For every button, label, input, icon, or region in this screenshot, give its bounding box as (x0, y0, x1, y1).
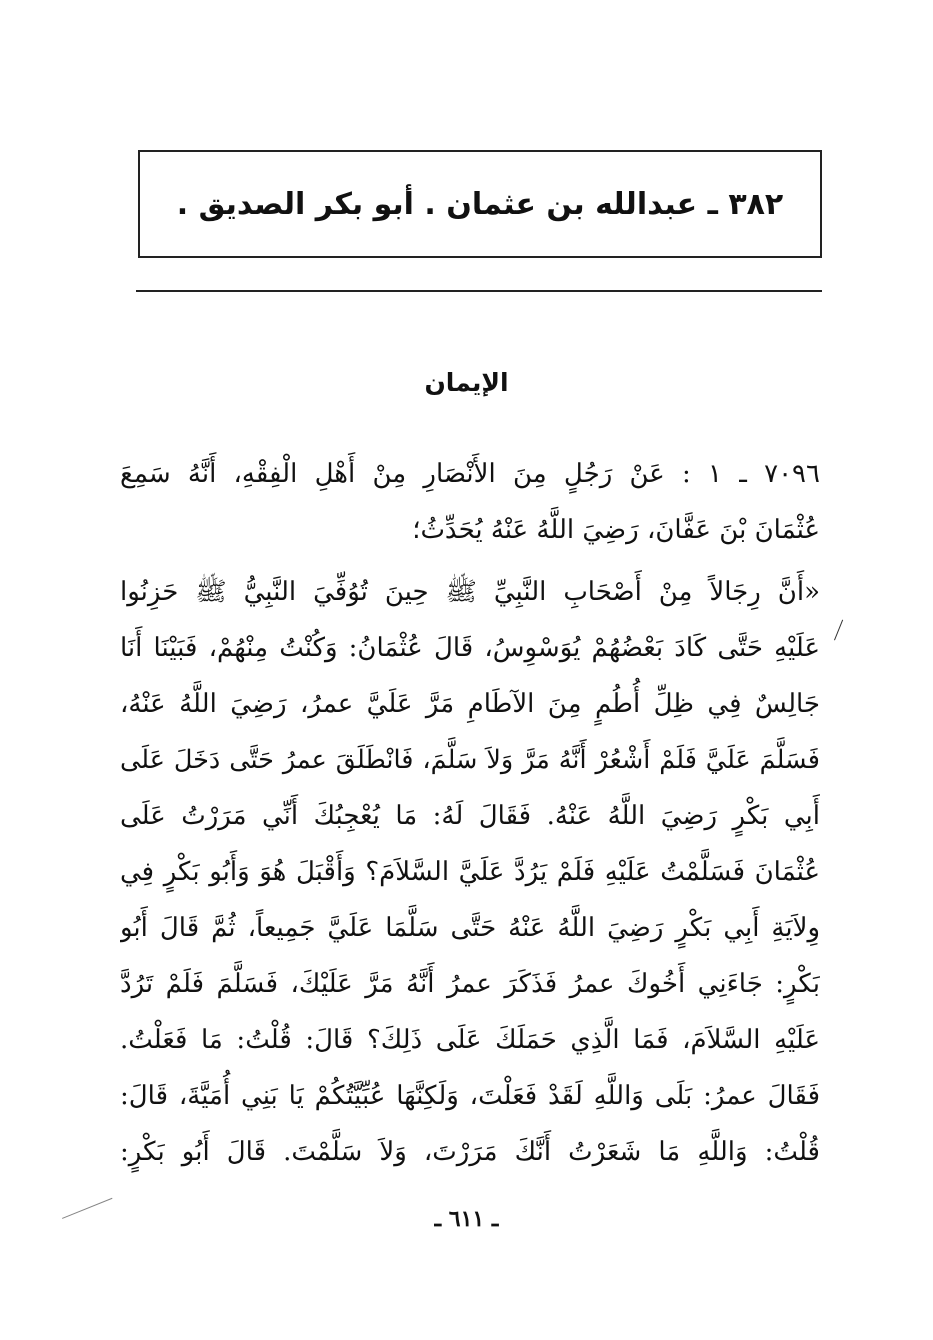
chapter-title-box (138, 150, 822, 258)
text-line: قُلْتُ: وَاللَّهِ مَا شَعَرْتُ أَنَّكَ مَرَرْتَ، وَلاَ سَلَّمْتَ. قَالَ أَبُو بَكْرٍ: (120, 1137, 820, 1167)
text-line: عُثْمَانَ فَسَلَّمْتُ عَلَيْهِ فَلَمْ يَرُدَّ عَلَيَّ السَّلاَمَ؟ وَأَقْبَلَ هُوَ وَأَبُو بَكْرٍ فِي (120, 857, 820, 887)
hadith-intro (120, 446, 820, 558)
hadith-body (120, 564, 820, 1180)
page-number: ـ ٦١١ ـ (434, 1206, 499, 1232)
text-line: أَبِي بَكْرٍ رَضِيَ اللَّهُ عَنْهُ. فَقَالَ لَهُ: مَا يُعْجِبُكَ أَنِّي مَرَرْتُ عَلَى (120, 801, 820, 831)
text-line: بَكْرٍ: جَاءَنِي أَخُوكَ عمرُ فَذَكَرَ عمرُ أَنَّهُ مَرَّ عَلَيْكَ، فَسَلَّمَ فَلَمْ تَرُدَّ (120, 969, 820, 999)
text-line: جَالِسٌ فِي ظِلِّ أُطُمٍ مِنَ الآطَامِ مَرَّ عَلَيَّ عمرُ، رَضِيَ اللَّهُ عَنْهُ، (120, 689, 820, 719)
text-line: وِلاَيَةِ أَبِي بَكْرٍ رَضِيَ اللَّهُ عَنْهُ حَتَّى سَلَّمَا عَلَيَّ جَمِيعاً، ثُمَّ قَالَ أَبُو (120, 913, 820, 943)
text-line: فَقَالَ عمرُ: بَلَى وَاللَّهِ لَقَدْ فَعَلْتَ، وَلَكِنَّهَا عُبِّيَّتُكُمْ يَا بَنِي أُمَيَّةَ، قَالَ: (120, 1081, 820, 1111)
text-line: «أَنَّ رِجَالاً مِنْ أَصْحَابِ النَّبِيِّ ﷺ حِينَ تُوُفِّيَ النَّبِيُّ ﷺ حَزِنُوا (120, 577, 820, 607)
text-line: فَسَلَّمَ عَلَيَّ فَلَمْ أَشْعُرْ أَنَّهُ مَرَّ وَلاَ سَلَّمَ، فَانْطَلَقَ عمرُ حَتَّى دَخَلَ عَلَى (120, 745, 820, 775)
text-line: عَلَيْهِ السَّلاَمَ، فَمَا الَّذِي حَمَلَكَ عَلَى ذَلِكَ؟ قَالَ: قُلْتُ: مَا فَعَلْتُ. (120, 1025, 820, 1055)
text-line: عَلَيْهِ حَتَّى كَادَ بَعْضُهُمْ يُوَسْوِسُ، قَالَ عُثْمَانُ: وَكُنْتُ مِنْهُمْ، فَبَيْنَا أَنَا (120, 633, 820, 663)
title-divider (136, 290, 822, 292)
text-line: ٧٠٩٦ ـ ١ : عَنْ رَجُلٍ مِنَ الأَنْصَارِ مِنْ أَهْلِ الْفِقْهِ، أَنَّهُ سَمِعَ (120, 459, 820, 489)
section-heading: الإيمان (424, 368, 509, 397)
scan-mark (834, 620, 843, 641)
text-line: عُثْمَانَ بْنَ عَفَّانَ، رَضِيَ اللَّهُ عَنْهُ يُحَدِّثُ؛ (412, 515, 820, 545)
chapter-title: ٣٨٢ ـ عبدالله بن عثمان . أبو بكر الصديق . (176, 186, 784, 222)
